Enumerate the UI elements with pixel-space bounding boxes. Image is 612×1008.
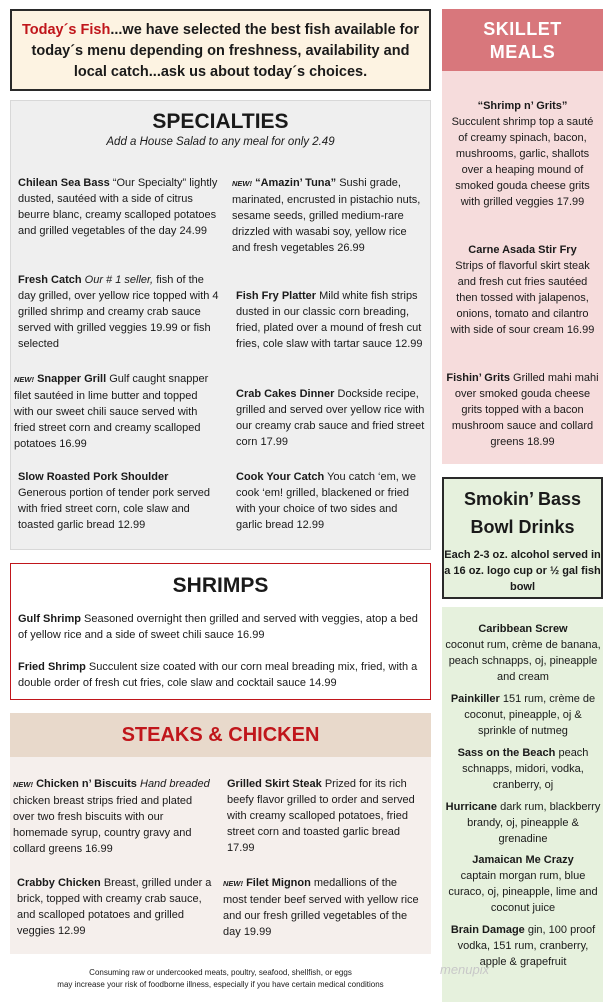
menu-item-fried-shrimp (18, 659, 423, 691)
menu-item-cook-your-catch (236, 469, 425, 533)
item-price: 17.99 (556, 196, 585, 208)
item-price: 12.99 (296, 519, 325, 531)
item-desc: Succulent size coated with our corn meal breading mix, fried, with a double order of fresh cut fries, cole slaw and cocktail sauce (18, 661, 418, 689)
item-name: Fresh Catch (18, 274, 82, 286)
new-badge: NEW! (13, 780, 33, 789)
menu-item-crabby-chicken (17, 875, 213, 939)
todays-fish-lead: Today´s Fish (21, 22, 111, 38)
item-price: 12.99 (57, 925, 86, 937)
drink-desc: peach schnapps, midori, vodka, cranberry, oj (462, 747, 589, 791)
item-name: Crabby Chicken (17, 877, 101, 889)
disclaimer-line-2: may increase your risk of foodborne illness, especially if you have certain medical conditions (57, 980, 384, 989)
drink-name: Brain Damage (450, 924, 525, 936)
menu-item-carne-asada-stir-fry (446, 242, 599, 338)
drinks-section (442, 607, 603, 1002)
item-name: Gulf Shrimp (18, 613, 81, 625)
new-badge: NEW! (223, 879, 243, 888)
item-desc: You catch ‘em, we cook ‘em! grilled, blackened or fried with your choice of two sides and garlic bread (236, 471, 416, 531)
item-name: Fish Fry Platter (236, 290, 317, 302)
item-name: Chicken n’ Biscuits (36, 778, 137, 790)
item-name: Slow Roasted Pork Shoulder (18, 471, 169, 483)
item-price: 14.99 (309, 677, 337, 689)
drink-jamaican-me-crazy (445, 852, 601, 916)
menu-item-crab-cakes-dinner (236, 386, 425, 450)
item-name: Fried Shrimp (18, 661, 86, 673)
item-desc: fish of the day grilled, over yellow rice topped with 4 grilled shrimp and creamy crab sauce served with grilled veggies (18, 274, 219, 334)
skillet-meals-header (442, 9, 603, 71)
drink-name: Hurricane (445, 801, 498, 813)
drink-desc: gin, 100 proof vodka, 151 rum, cranberry, apple & grapefruit (457, 924, 596, 968)
drink-painkiller (445, 691, 601, 739)
item-price: 16.99 (59, 438, 87, 450)
steaks-chicken-section (10, 757, 431, 954)
item-price: 19.99 (150, 322, 178, 334)
item-desc: Seasoned overnight then grilled and served with veggies, atop a bed of yellow rice and a side of sweet chili sauce (18, 613, 418, 641)
item-price: 26.99 (337, 242, 365, 254)
specialties-subtitle: Add a House Salad to any meal for only 2.49 (106, 136, 335, 148)
item-price: 17.99 (260, 436, 288, 448)
item-name: Carne Asada Stir Fry (468, 244, 577, 256)
item-extra: or fish selected (18, 322, 211, 350)
bowl-drinks-title-line-1: Smokin’ Bass (463, 489, 582, 509)
item-price: 24.99 (179, 225, 207, 237)
item-desc: Mild white fish strips dusted in our classic corn breading, fried, plated over a mound of fresh cut fries, cole slaw with tartar sauce (236, 290, 422, 350)
drink-name: Sass on the Beach (457, 747, 556, 759)
drink-desc: captain morgan rum, blue curaco, oj, pineapple, lime and coconut juice (448, 870, 598, 914)
drink-desc: 151 rum, crème de coconut, pineapple, oj & sprinkle of nutmeg (464, 693, 596, 737)
menu-item-slow-roasted-pork (18, 469, 220, 533)
drink-sass-on-the-beach (445, 745, 601, 793)
item-name: Snapper Grill (37, 373, 107, 385)
item-name: Chilean Sea Bass (18, 177, 110, 189)
item-desc: Generous portion of tender pork served with fried street corn, cole slaw and toasted garlic bread (18, 487, 211, 531)
menu-item-filet-mignon (223, 875, 423, 940)
item-desc: chicken breast strips fried and plated over two fresh biscuits with our homemade syrup, country gravy and collard greens (13, 795, 193, 855)
shrimps-section (10, 563, 431, 700)
todays-fish-text: ...we have selected the best fish available for today´s menu depending on freshness, availability and local catch...ask us about today´s choices. (31, 22, 419, 80)
new-badge: NEW! (14, 375, 34, 384)
item-note: Our # 1 seller, (84, 274, 154, 286)
item-desc: Breast, grilled under a brick, topped with creamy crab sauce, and scalloped potatoes and grilled veggies (17, 877, 212, 937)
drink-name: Caribbean Screw (478, 623, 568, 635)
item-price: 19.99 (243, 926, 272, 938)
food-safety-disclaimer (10, 967, 431, 991)
menupix-watermark: menupix (440, 962, 490, 977)
skillet-title-line-2: MEALS (489, 42, 556, 62)
item-desc: Grilled mahi mahi over smoked gouda cheese grits topped with a bacon mushroom sauce and collard greens (451, 372, 599, 448)
drink-name: Jamaican Me Crazy (472, 854, 574, 866)
new-badge: NEW! (232, 179, 252, 188)
item-desc: Succulent shrimp top a sauté of creamy spinach, bacon, mushrooms, garlic, shallots over a heaping mound of smoked gouda cheese grits with grilled veggies (451, 116, 594, 208)
drink-hurricane (445, 799, 601, 847)
specialties-title: SPECIALTIES (152, 110, 289, 133)
drink-caribbean-screw (445, 621, 601, 685)
item-name: “Shrimp n’ Grits” (477, 100, 568, 112)
steaks-chicken-title: STEAKS & CHICKEN (121, 724, 320, 746)
menu-item-shrimp-n-grits (446, 98, 599, 210)
shrimps-title: SHRIMPS (172, 574, 269, 597)
item-desc: Strips of flavorful skirt steak and fresh cut fries sautéed then tossed with jalapenos, onions, tomato and cilantro with side of sour cream (450, 260, 590, 336)
item-desc: medallions of the most tender beef served with yellow rice and our fresh grilled vegetables of the day (223, 877, 419, 938)
item-price: 18.99 (527, 436, 555, 448)
steaks-chicken-header (10, 713, 431, 757)
bowl-drinks-title (444, 479, 601, 541)
menu-item-gulf-shrimp (18, 611, 423, 643)
item-name: Cook Your Catch (236, 471, 325, 483)
drink-name: Painkiller (450, 693, 500, 705)
bowl-drinks-description: Each 2-3 oz. alcohol served in a 16 oz. logo cup or ½ gal fish bowl (444, 549, 601, 593)
menu-item-chilean-sea-bass (18, 175, 220, 239)
item-desc: lightly dusted, sautéed with a side of citrus beurre blanc, creamy scalloped potatoes and grilled vegetables of the day (18, 177, 218, 237)
skillet-title-line-1: SKILLET (483, 19, 562, 39)
menu-item-snapper-grill (14, 371, 220, 452)
item-desc: Prized for its rich beefy flavor grilled to order and served with creamy scalloped potatoes, fried street corn and toasted garlic bread (227, 778, 415, 838)
skillet-meals-section (442, 71, 603, 464)
menu-item-chicken-n-biscuits (13, 776, 213, 857)
todays-fish-banner (10, 9, 431, 91)
item-price: 12.99 (394, 338, 423, 350)
item-price: 16.99 (236, 629, 265, 641)
bowl-drinks-title-line-2: Bowl Drinks (470, 517, 575, 537)
item-price: 12.99 (117, 519, 146, 531)
item-name: Fishin’ Grits (446, 372, 510, 384)
item-desc: Gulf caught snapper filet sautéed in lime butter and topped with our sweet chili sauce served with fried street corn and creamy scalloped potatoes (14, 373, 209, 450)
item-name: Grilled Skirt Steak (227, 778, 322, 790)
drink-desc: dark rum, blackberry brandy, oj, pineapple & grenadine (467, 801, 601, 845)
item-price: 16.99 (85, 843, 113, 855)
item-note: Hand breaded (140, 778, 210, 790)
menu-item-fishin-grits (446, 370, 599, 450)
item-price: 16.99 (566, 324, 595, 336)
item-desc: Sushi grade, marinated, encrusted in pistachio nuts, sesame seeds, grilled medium-rare drizzled with wasabi soy, yellow rice and fresh vegetables (232, 177, 421, 254)
item-name: Filet Mignon (246, 877, 311, 889)
specialties-section (10, 100, 431, 550)
menu-item-fish-fry-platter (236, 288, 425, 352)
item-name: Crab Cakes Dinner (236, 388, 335, 400)
disclaimer-line-1: Consuming raw or undercooked meats, poultry, seafood, shellfish, or eggs (89, 968, 352, 977)
menu-item-grilled-skirt-steak (227, 776, 423, 856)
item-desc: Dockside recipe, grilled and served over yellow rice with our creamy crab sauce and fried street corn (236, 388, 425, 448)
menu-item-fresh-catch (18, 272, 220, 352)
item-price: 17.99 (227, 842, 255, 854)
item-name: “Amazin’ Tuna” (255, 177, 337, 189)
menu-item-amazin-tuna (232, 175, 425, 256)
item-note: “Our Specialty” (112, 177, 187, 189)
smokin-bass-bowl-drinks-box (442, 477, 603, 599)
drink-desc: coconut rum, crème de banana, peach schnapps, oj, pineapple and cream (445, 639, 601, 683)
